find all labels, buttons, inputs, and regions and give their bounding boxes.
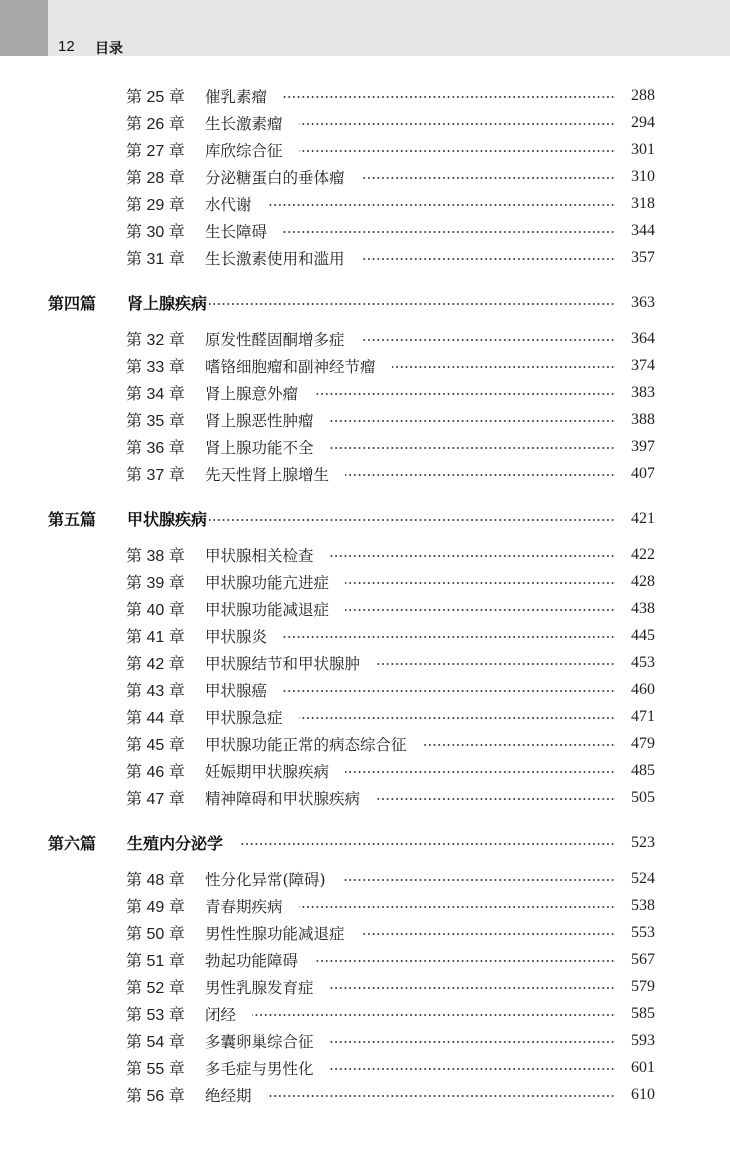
toc-chapter-entry[interactable] (0, 352, 730, 379)
chapter-label: 第 56 章 (126, 1088, 185, 1105)
dot-leader (376, 797, 615, 801)
entry-title: 先天性肾上腺增生 (205, 465, 330, 484)
entry-title: 男性乳腺发育症 (205, 978, 314, 997)
entry-title: 库欣综合征 (205, 141, 283, 160)
entry-page-number: 294 (631, 113, 655, 131)
chapter-label: 第 32 章 (126, 332, 185, 349)
toc-chapter-entry[interactable] (0, 730, 730, 757)
dot-leader (314, 959, 615, 963)
toc-part-entry[interactable] (0, 505, 730, 532)
chapter-label: 第 45 章 (126, 737, 185, 754)
entry-page-number: 383 (631, 383, 655, 401)
table-of-contents (0, 82, 730, 1108)
dot-leader (423, 743, 615, 747)
page-number: 12 (58, 38, 75, 55)
chapter-label: 第 39 章 (126, 575, 185, 592)
entry-title: 甲状腺功能减退症 (205, 600, 330, 619)
entry-page-number: 553 (631, 923, 655, 941)
entry-page-number: 344 (631, 221, 655, 239)
entry-title: 甲状腺功能亢进症 (205, 573, 330, 592)
dot-leader (330, 1067, 615, 1071)
entry-page-number: 310 (631, 167, 655, 185)
chapter-label: 第 50 章 (126, 926, 185, 943)
toc-chapter-entry[interactable] (0, 973, 730, 1000)
toc-chapter-entry[interactable] (0, 217, 730, 244)
entry-page-number: 610 (631, 1085, 655, 1103)
entry-page-number: 374 (631, 356, 655, 374)
toc-chapter-entry[interactable] (0, 406, 730, 433)
entry-title: 水代谢 (205, 195, 252, 214)
toc-chapter-entry[interactable] (0, 1054, 730, 1081)
chapter-label: 第 51 章 (126, 953, 185, 970)
chapter-label: 第 31 章 (126, 251, 185, 268)
dot-leader (345, 581, 615, 585)
toc-chapter-entry[interactable] (0, 163, 730, 190)
toc-chapter-entry[interactable] (0, 649, 730, 676)
entry-title: 青春期疾病 (205, 897, 283, 916)
chapter-label: 第 29 章 (126, 197, 185, 214)
entry-title: 甲状腺结节和甲状腺肿 (205, 654, 361, 673)
entry-title: 催乳素瘤 (205, 87, 268, 106)
entry-title: 甲状腺急症 (205, 708, 283, 727)
chapter-label: 第 28 章 (126, 170, 185, 187)
entry-page-number: 523 (631, 833, 655, 851)
entry-title: 精神障碍和甲状腺疾病 (205, 789, 361, 808)
entry-page-number: 318 (631, 194, 655, 212)
part-label: 第六篇 (48, 834, 97, 853)
chapter-label: 第 41 章 (126, 629, 185, 646)
dot-leader (283, 635, 615, 639)
dot-leader (330, 554, 615, 558)
entry-title: 肾上腺功能不全 (205, 438, 314, 457)
entry-page-number: 505 (631, 788, 655, 806)
entry-page-number: 453 (631, 653, 655, 671)
chapter-label: 第 53 章 (126, 1007, 185, 1024)
chapter-label: 第 49 章 (126, 899, 185, 916)
dot-leader (330, 446, 615, 450)
entry-title: 甲状腺疾病 (127, 510, 208, 529)
chapter-label: 第 30 章 (126, 224, 185, 241)
entry-title: 勃起功能障碍 (205, 951, 299, 970)
toc-chapter-entry[interactable] (0, 82, 730, 109)
chapter-label: 第 54 章 (126, 1034, 185, 1051)
toc-chapter-entry[interactable] (0, 136, 730, 163)
toc-chapter-entry[interactable] (0, 379, 730, 406)
entry-title: 性分化异常(障碍) (205, 870, 326, 889)
chapter-label: 第 36 章 (126, 440, 185, 457)
toc-chapter-entry[interactable] (0, 676, 730, 703)
dot-leader (330, 419, 615, 423)
toc-chapter-entry[interactable] (0, 109, 730, 136)
entry-page-number: 479 (631, 734, 655, 752)
dot-leader (268, 203, 615, 207)
entry-title: 甲状腺相关检查 (205, 546, 314, 565)
entry-page-number: 288 (631, 86, 655, 104)
entry-title: 肾上腺意外瘤 (205, 384, 299, 403)
toc-chapter-entry[interactable] (0, 325, 730, 352)
entry-title: 多毛症与男性化 (205, 1059, 314, 1078)
entry-title: 生长障碍 (205, 222, 268, 241)
toc-part-entry[interactable] (0, 829, 730, 856)
chapter-label: 第 38 章 (126, 548, 185, 565)
toc-chapter-entry[interactable] (0, 190, 730, 217)
dot-leader (345, 770, 615, 774)
entry-page-number: 422 (631, 545, 655, 563)
toc-chapter-entry[interactable] (0, 541, 730, 568)
entry-page-number: 585 (631, 1004, 655, 1022)
toc-chapter-entry[interactable] (0, 244, 730, 271)
entry-title: 绝经期 (205, 1086, 252, 1105)
entry-page-number: 601 (631, 1058, 655, 1076)
toc-chapter-entry[interactable] (0, 1027, 730, 1054)
chapter-label: 第 43 章 (126, 683, 185, 700)
dot-leader (299, 122, 615, 126)
dot-leader (361, 932, 615, 936)
toc-chapter-entry[interactable] (0, 784, 730, 811)
entry-page-number: 407 (631, 464, 655, 482)
dot-leader (209, 302, 615, 306)
chapter-label: 第 48 章 (126, 872, 185, 889)
toc-chapter-entry[interactable] (0, 568, 730, 595)
chapter-label: 第 34 章 (126, 386, 185, 403)
page-tab-marker (0, 0, 48, 56)
entry-page-number: 363 (631, 293, 655, 311)
dot-leader (342, 878, 615, 882)
entry-page-number: 445 (631, 626, 655, 644)
dot-leader (299, 905, 615, 909)
entry-page-number: 428 (631, 572, 655, 590)
entry-title: 生长激素瘤 (205, 114, 283, 133)
dot-leader (392, 365, 615, 369)
dot-leader (376, 662, 615, 666)
chapter-label: 第 25 章 (126, 89, 185, 106)
entry-page-number: 388 (631, 410, 655, 428)
toc-chapter-entry[interactable] (0, 595, 730, 622)
toc-chapter-entry[interactable] (0, 892, 730, 919)
dot-leader (239, 842, 615, 846)
chapter-label: 第 33 章 (126, 359, 185, 376)
chapter-label: 第 46 章 (126, 764, 185, 781)
entry-page-number: 567 (631, 950, 655, 968)
entry-page-number: 460 (631, 680, 655, 698)
dot-leader (361, 257, 615, 261)
chapter-label: 第 47 章 (126, 791, 185, 808)
entry-page-number: 485 (631, 761, 655, 779)
part-label: 第五篇 (48, 510, 97, 529)
dot-leader (299, 716, 615, 720)
dot-leader (283, 230, 615, 234)
entry-title: 肾上腺恶性肿瘤 (205, 411, 314, 430)
entry-page-number: 579 (631, 977, 655, 995)
chapter-label: 第 55 章 (126, 1061, 185, 1078)
toc-chapter-entry[interactable] (0, 433, 730, 460)
chapter-label: 第 52 章 (126, 980, 185, 997)
entry-page-number: 421 (631, 509, 655, 527)
entry-page-number: 593 (631, 1031, 655, 1049)
entry-title: 分泌糖蛋白的垂体瘤 (205, 168, 345, 187)
toc-chapter-entry[interactable] (0, 865, 730, 892)
entry-title: 妊娠期甲状腺疾病 (205, 762, 330, 781)
dot-leader (345, 608, 615, 612)
part-label: 第四篇 (48, 294, 97, 313)
dot-leader (345, 473, 615, 477)
toc-part-entry[interactable] (0, 289, 730, 316)
entry-page-number: 438 (631, 599, 655, 617)
dot-leader (209, 518, 615, 522)
toc-chapter-entry[interactable] (0, 703, 730, 730)
entry-title: 甲状腺癌 (205, 681, 268, 700)
toc-chapter-entry[interactable] (0, 919, 730, 946)
entry-page-number: 471 (631, 707, 655, 725)
entry-title: 甲状腺功能正常的病态综合征 (205, 735, 407, 754)
dot-leader (330, 986, 615, 990)
dot-leader (283, 689, 615, 693)
chapter-label: 第 26 章 (126, 116, 185, 133)
entry-title: 肾上腺疾病 (127, 294, 208, 313)
entry-title: 闭经 (205, 1005, 237, 1024)
entry-title: 多囊卵巢综合征 (205, 1032, 314, 1051)
entry-title: 原发性醛固酮增多症 (205, 330, 345, 349)
toc-chapter-entry[interactable] (0, 460, 730, 487)
toc-chapter-entry[interactable] (0, 1000, 730, 1027)
dot-leader (361, 338, 615, 342)
toc-chapter-entry[interactable] (0, 1081, 730, 1108)
entry-page-number: 397 (631, 437, 655, 455)
chapter-label: 第 42 章 (126, 656, 185, 673)
chapter-label: 第 35 章 (126, 413, 185, 430)
entry-page-number: 364 (631, 329, 655, 347)
dot-leader (299, 149, 615, 153)
dot-leader (314, 392, 615, 396)
dot-leader (252, 1013, 615, 1017)
entry-page-number: 301 (631, 140, 655, 158)
entry-title: 生长激素使用和滥用 (205, 249, 345, 268)
dot-leader (268, 1094, 615, 1098)
toc-chapter-entry[interactable] (0, 757, 730, 784)
chapter-label: 第 40 章 (126, 602, 185, 619)
toc-chapter-entry[interactable] (0, 622, 730, 649)
chapter-label: 第 44 章 (126, 710, 185, 727)
entry-page-number: 357 (631, 248, 655, 266)
entry-title: 生殖内分泌学 (127, 834, 224, 853)
chapter-label: 第 37 章 (126, 467, 185, 484)
entry-title: 甲状腺炎 (205, 627, 268, 646)
entry-page-number: 524 (631, 869, 655, 887)
running-header-title: 目录 (95, 41, 123, 57)
entry-title: 嗜铬细胞瘤和副神经节瘤 (205, 357, 376, 376)
entry-title: 男性性腺功能减退症 (205, 924, 345, 943)
dot-leader (330, 1040, 615, 1044)
dot-leader (283, 95, 615, 99)
dot-leader (361, 176, 615, 180)
toc-chapter-entry[interactable] (0, 946, 730, 973)
entry-page-number: 538 (631, 896, 655, 914)
chapter-label: 第 27 章 (126, 143, 185, 160)
